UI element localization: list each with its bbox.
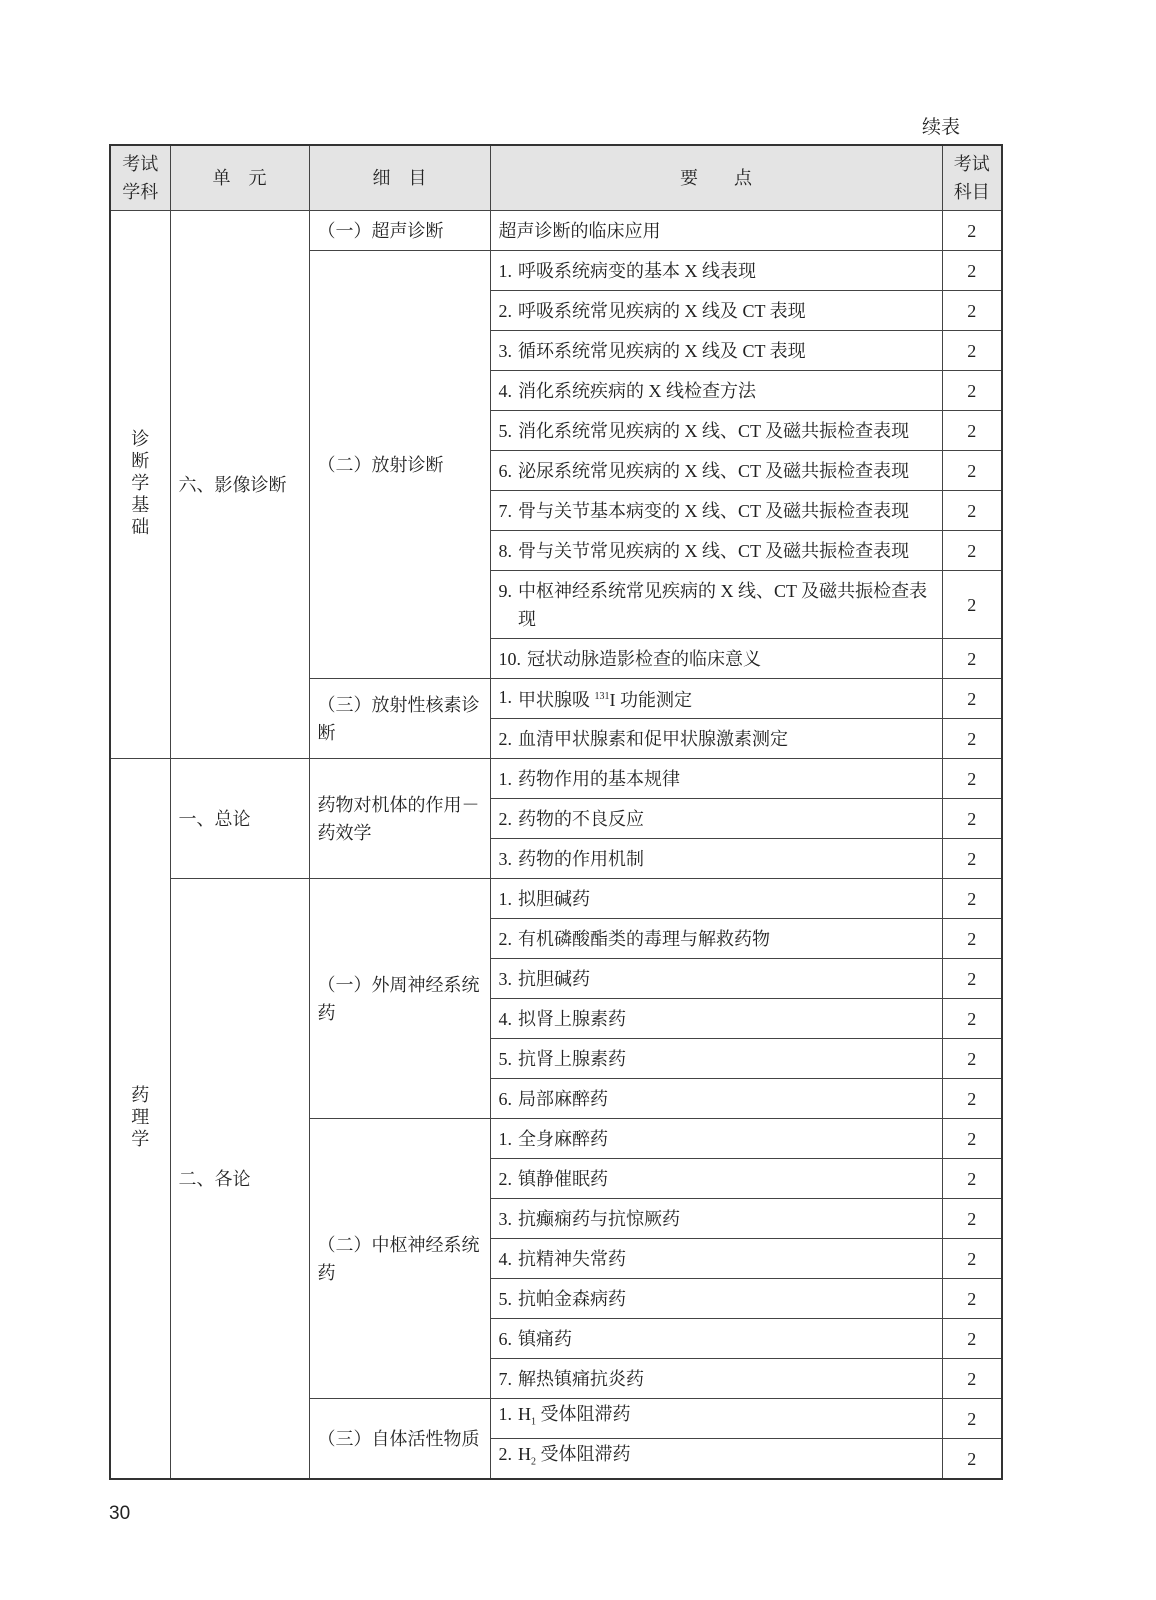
- point-text-main: 抗胆碱药: [518, 968, 590, 989]
- detail-cell: （二）中枢神经系统药: [309, 1119, 490, 1399]
- point-text-main: 拟肾上腺素药: [518, 1008, 626, 1029]
- detail-cell: （三）放射性核素诊断: [309, 679, 490, 759]
- point-number: 2.: [498, 728, 512, 749]
- score-cell: 2: [942, 959, 1002, 999]
- score-cell: 2: [942, 1319, 1002, 1359]
- point-subscript: 2: [531, 1456, 536, 1468]
- point-item: [499, 845, 934, 873]
- point-number: 1.: [498, 260, 512, 281]
- detail-cell: （一）外周神经系统药: [309, 879, 490, 1119]
- subject-label: 药理学: [131, 1085, 150, 1149]
- point-cell: [490, 371, 942, 411]
- continued-label: 续表: [922, 117, 961, 138]
- detail-cell: （三）自体活性物质: [309, 1399, 490, 1480]
- point-number: 1.: [498, 888, 512, 909]
- point-text: [518, 577, 934, 633]
- point-item: [499, 1165, 934, 1193]
- point-cell: [490, 1119, 942, 1159]
- subject-label: 诊断学基础: [131, 429, 150, 537]
- point-item: [499, 1005, 934, 1033]
- point-text: [518, 1285, 626, 1313]
- point-number: 5.: [498, 1288, 512, 1309]
- header-score: 考试科目: [942, 145, 1002, 211]
- point-text: [518, 845, 644, 873]
- point-text-rest: 受体阻滞药: [536, 1444, 631, 1465]
- point-cell: [490, 919, 942, 959]
- score-cell: 2: [942, 491, 1002, 531]
- score-cell: 2: [942, 1359, 1002, 1399]
- point-text: [518, 457, 909, 485]
- point-text-main: 呼吸系统病变的基本 X 线表现: [518, 260, 756, 281]
- header-unit: 单 元: [170, 145, 309, 211]
- point-number: 4.: [498, 1248, 512, 1269]
- point-item: [499, 337, 934, 365]
- point-text-main: 抗帕金森病药: [518, 1288, 626, 1309]
- point-text: [518, 925, 770, 953]
- point-item: [499, 1365, 934, 1393]
- score-cell: 2: [942, 799, 1002, 839]
- point-text: [518, 417, 909, 445]
- point-number: 2.: [498, 1168, 512, 1189]
- point-subscript: 1: [531, 1416, 536, 1428]
- point-text: [527, 645, 761, 673]
- point-text-main: 消化系统疾病的 X 线检查方法: [518, 380, 756, 401]
- point-cell: [490, 491, 942, 531]
- point-text-main: 抗精神失常药: [518, 1248, 626, 1269]
- point-text-main: H: [518, 1444, 531, 1465]
- point-number: 4.: [498, 1008, 512, 1029]
- point-number: 10.: [498, 648, 521, 669]
- point-cell: [490, 719, 942, 759]
- subject-cell: [110, 759, 170, 1480]
- score-cell: 2: [942, 919, 1002, 959]
- point-cell: [490, 639, 942, 679]
- point-item: [499, 257, 934, 285]
- point-text-main: 药物的作用机制: [518, 848, 644, 869]
- point-cell: [490, 1399, 942, 1439]
- point-number: 2.: [498, 1444, 512, 1465]
- point-cell: [490, 839, 942, 879]
- point-item: [499, 1400, 934, 1437]
- score-cell: 2: [942, 411, 1002, 451]
- page-number: 30: [109, 1503, 131, 1524]
- point-text-main: 血清甲状腺素和促甲状腺激素测定: [518, 728, 788, 749]
- point-number: 1.: [498, 1404, 512, 1425]
- point-text: [518, 1045, 626, 1073]
- point-cell: [490, 451, 942, 491]
- point-text: [518, 683, 692, 714]
- point-item: [499, 1285, 934, 1313]
- point-text-main: 超声诊断的临床应用: [498, 220, 661, 241]
- point-text-main: 解热镇痛抗炎药: [518, 1368, 644, 1389]
- point-text: [518, 885, 590, 913]
- point-item: [499, 377, 934, 405]
- point-number: 3.: [498, 1208, 512, 1229]
- point-item: [499, 1085, 934, 1113]
- score-cell: 2: [942, 1239, 1002, 1279]
- header-subject: 考试学科: [110, 145, 170, 211]
- point-text-rest: 受体阻滞药: [536, 1404, 631, 1425]
- table-row: [110, 879, 1002, 919]
- point-text: [518, 1440, 631, 1477]
- point-cell: [490, 1159, 942, 1199]
- point-text-main: 骨与关节常见疾病的 X 线、CT 及磁共振检查表现: [518, 540, 910, 561]
- score-cell: 2: [942, 291, 1002, 331]
- point-item: [499, 1125, 934, 1153]
- point-item: [499, 805, 934, 833]
- point-text-main: 消化系统常见疾病的 X 线、CT 及磁共振检查表现: [518, 420, 910, 441]
- point-cell: [490, 531, 942, 571]
- point-number: 3.: [498, 848, 512, 869]
- point-text: [518, 1005, 626, 1033]
- point-cell: [490, 1439, 942, 1480]
- point-cell: [490, 251, 942, 291]
- point-text-main: H: [518, 1404, 531, 1425]
- point-number: 3.: [498, 968, 512, 989]
- detail-cell: （二）放射诊断: [309, 251, 490, 679]
- point-number: 1.: [498, 1128, 512, 1149]
- unit-cell: 六、影像诊断: [170, 211, 309, 759]
- point-text: [518, 497, 909, 525]
- syllabus-table: [109, 144, 1003, 1480]
- point-item: [499, 417, 934, 445]
- point-item: [499, 965, 934, 993]
- point-text-main: 循环系统常见疾病的 X 线及 CT 表现: [518, 340, 806, 361]
- header-row: [110, 145, 1002, 211]
- point-item: [499, 457, 934, 485]
- point-text-main: 拟胆碱药: [518, 888, 590, 909]
- score-cell: 2: [942, 451, 1002, 491]
- point-item: [499, 1205, 934, 1233]
- point-number: 6.: [498, 460, 512, 481]
- score-cell: 2: [942, 531, 1002, 571]
- detail-cell: （一）超声诊断: [309, 211, 490, 251]
- score-cell: 2: [942, 1399, 1002, 1439]
- score-cell: 2: [942, 1199, 1002, 1239]
- table-row: [110, 759, 1002, 799]
- point-text-main: 泌尿系统常见疾病的 X 线、CT 及磁共振检查表现: [518, 460, 910, 481]
- point-cell: [490, 331, 942, 371]
- point-number: 2.: [498, 808, 512, 829]
- point-superscript: 131: [594, 691, 610, 702]
- point-cell: [490, 291, 942, 331]
- point-text-main: 中枢神经系统常见疾病的 X 线、CT 及磁共振检查表现: [518, 580, 928, 629]
- point-item: [499, 925, 934, 953]
- point-text-main: 药物的不良反应: [518, 808, 644, 829]
- point-cell: [490, 1079, 942, 1119]
- subject-cell: [110, 211, 170, 759]
- score-cell: 2: [942, 211, 1002, 251]
- point-cell: [490, 1239, 942, 1279]
- score-cell: 2: [942, 371, 1002, 411]
- point-number: 1.: [498, 768, 512, 789]
- point-text: [499, 217, 661, 245]
- point-number: 2.: [498, 928, 512, 949]
- point-text: [518, 725, 788, 753]
- point-item: [499, 765, 934, 793]
- point-cell: [490, 959, 942, 999]
- score-cell: 2: [942, 1039, 1002, 1079]
- score-cell: 2: [942, 1279, 1002, 1319]
- point-item: [499, 1245, 934, 1273]
- point-number: 7.: [498, 1368, 512, 1389]
- point-item: [499, 297, 934, 325]
- point-text-main: 局部麻醉药: [518, 1088, 608, 1109]
- point-item: [499, 645, 934, 673]
- point-cell: [490, 1199, 942, 1239]
- point-text-main: 有机磷酸酯类的毒理与解救药物: [518, 928, 770, 949]
- point-cell: [490, 999, 942, 1039]
- point-text-main: 呼吸系统常见疾病的 X 线及 CT 表现: [518, 300, 806, 321]
- point-number: 7.: [498, 500, 512, 521]
- point-text: [518, 1165, 608, 1193]
- point-text-rest: I 功能测定: [609, 690, 692, 710]
- score-cell: 2: [942, 1119, 1002, 1159]
- point-number: 1.: [498, 687, 512, 707]
- header-detail: 细 目: [309, 145, 490, 211]
- point-cell: [490, 1039, 942, 1079]
- point-text: [518, 1365, 644, 1393]
- score-cell: 2: [942, 879, 1002, 919]
- score-cell: 2: [942, 839, 1002, 879]
- point-text-main: 镇静催眠药: [518, 1168, 608, 1189]
- point-text: [518, 297, 806, 325]
- point-cell: [490, 411, 942, 451]
- point-text: [518, 1125, 608, 1153]
- point-cell: [490, 211, 942, 251]
- point-item: [499, 217, 934, 245]
- score-cell: 2: [942, 1079, 1002, 1119]
- point-number: 6.: [498, 1088, 512, 1109]
- score-cell: 2: [942, 1439, 1002, 1480]
- score-cell: 2: [942, 331, 1002, 371]
- point-text: [518, 377, 756, 405]
- point-item: [499, 577, 934, 633]
- point-number: 5.: [498, 420, 512, 441]
- point-item: [499, 1440, 934, 1477]
- point-text: [518, 1085, 608, 1113]
- point-cell: [490, 799, 942, 839]
- point-number: 9.: [498, 580, 512, 601]
- point-text-main: 全身麻醉药: [518, 1128, 608, 1149]
- score-cell: 2: [942, 1159, 1002, 1199]
- point-cell: [490, 759, 942, 799]
- detail-cell: 药物对机体的作用－药效学: [309, 759, 490, 879]
- point-number: 3.: [498, 340, 512, 361]
- point-text-main: 甲状腺吸: [518, 690, 595, 710]
- point-text: [518, 337, 806, 365]
- point-item: [499, 725, 934, 753]
- table-row: [110, 211, 1002, 251]
- point-text: [518, 805, 644, 833]
- point-text: [518, 1400, 631, 1437]
- header-points: 要 点: [490, 145, 942, 211]
- point-text: [518, 1325, 572, 1353]
- point-number: 4.: [498, 380, 512, 401]
- point-number: 8.: [498, 540, 512, 561]
- point-text-main: 镇痛药: [518, 1328, 572, 1349]
- point-cell: [490, 679, 942, 719]
- point-cell: [490, 571, 942, 639]
- score-cell: 2: [942, 639, 1002, 679]
- point-text-main: 药物作用的基本规律: [518, 768, 680, 789]
- point-number: 2.: [498, 300, 512, 321]
- point-cell: [490, 1279, 942, 1319]
- point-number: 6.: [498, 1328, 512, 1349]
- score-cell: 2: [942, 759, 1002, 799]
- point-text: [518, 1205, 680, 1233]
- point-text-main: 抗癫痫药与抗惊厥药: [518, 1208, 680, 1229]
- point-text-main: 抗肾上腺素药: [518, 1048, 626, 1069]
- unit-cell: 二、各论: [170, 879, 309, 1480]
- score-cell: 2: [942, 719, 1002, 759]
- score-cell: 2: [942, 571, 1002, 639]
- point-text: [518, 537, 909, 565]
- point-item: [499, 885, 934, 913]
- point-number: 5.: [498, 1048, 512, 1069]
- point-cell: [490, 1319, 942, 1359]
- point-text: [518, 1245, 626, 1273]
- point-cell: [490, 1359, 942, 1399]
- point-item: [499, 537, 934, 565]
- score-cell: 2: [942, 999, 1002, 1039]
- point-text: [518, 765, 680, 793]
- point-text-main: 冠状动脉造影检查的临床意义: [527, 648, 761, 669]
- point-text-main: 骨与关节基本病变的 X 线、CT 及磁共振检查表现: [518, 500, 910, 521]
- point-item: [499, 497, 934, 525]
- point-item: [499, 1325, 934, 1353]
- point-item: [499, 683, 934, 714]
- score-cell: 2: [942, 251, 1002, 291]
- point-item: [499, 1045, 934, 1073]
- point-text: [518, 965, 590, 993]
- point-cell: [490, 879, 942, 919]
- point-text: [518, 257, 756, 285]
- score-cell: 2: [942, 679, 1002, 719]
- unit-cell: 一、总论: [170, 759, 309, 879]
